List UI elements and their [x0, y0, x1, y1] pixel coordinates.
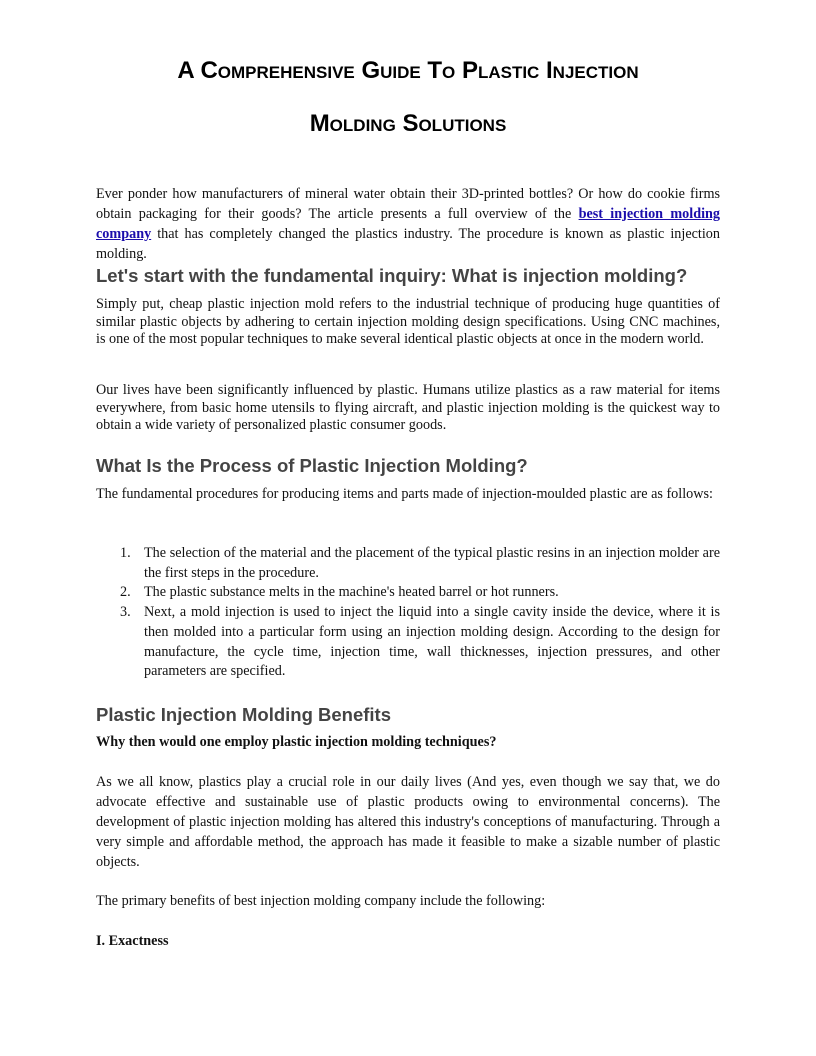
list-item [96, 544, 720, 583]
intro-paragraph [96, 184, 720, 264]
list-text: The plastic substance melts in the machine's heated barrel or hot runners. [144, 584, 559, 601]
list-item [96, 583, 720, 603]
intro-text: Ever ponder how manufacturers of mineral water obtain their 3D-printed bottles? Or how do cookie firms obtain packaging for their goods? The article presents a full overview of the [96, 186, 720, 222]
list-text: Next, a mold injection is used to inject the liquid into a single cavity inside the device, where it is then molded into a particular form using an injection molding design. According to the design for manufacture, the cycle time, injection time, wall thicknesses, injection pressures, and other parameters are specified. [144, 604, 720, 680]
list-number: 3. [120, 604, 131, 621]
section-heading-benefits: Plastic Injection Molding Benefits [96, 704, 392, 725]
paragraph: The fundamental procedures for producing items and parts made of injection-moulded plastic are as follows: [96, 486, 713, 502]
page-title-line1: A Comprehensive Guide To Plastic Injection [177, 57, 639, 84]
list-text: The selection of the material and the placement of the typical plastic resins in an injection molder are the first steps in the procedure. [144, 545, 720, 581]
paragraph: As we all know, plastics play a crucial role in our daily lives (And yes, even though we say that, we do advocate effective and sustainable use of plastic products owing to environmental concerns). The development of plastic injection molding has altered this industry's conceptions of manufacturing. Through a very simple and affordable method, the approach has made it feasible to make a sizable number of plastic objects. [96, 774, 720, 870]
paragraph: The primary benefits of best injection molding company include the following: [96, 893, 546, 909]
section-heading-what-is: Let's start with the fundamental inquiry: What is injection molding? [96, 265, 688, 286]
list-number: 2. [120, 584, 131, 601]
item-heading-exactness: I. Exactness [96, 933, 169, 949]
page-title-line2: Molding Solutions [309, 110, 507, 137]
paragraph: Our lives have been significantly influenced by plastic. Humans utilize plastics as a raw material for items everywhere, from basic home utensils to flying aircraft, and plastic injection molding is the quickest way to obtain a wide variety of personalized plastic consumer goods. [96, 382, 720, 434]
list-item [96, 603, 720, 682]
list-number: 1. [120, 545, 131, 561]
subheading: Why then would one employ plastic injection molding techniques? [96, 734, 497, 750]
intro-text-end: that has completely changed the plastics industry. The procedure is known as plastic injection molding. [96, 226, 720, 262]
process-steps-list [96, 544, 720, 682]
section-heading-process: What Is the Process of Plastic Injection Molding? [96, 455, 528, 476]
best-injection-molding-link[interactable]: best injection molding company [96, 206, 721, 242]
paragraph: Simply put, cheap plastic injection mold refers to the industrial technique of producing huge quantities of similar plastic objects by adhering to certain injection molding design specifications. Using CNC machines, is one of the most popular techniques to make several identical plastic objects at once in the modern world. [96, 296, 720, 348]
